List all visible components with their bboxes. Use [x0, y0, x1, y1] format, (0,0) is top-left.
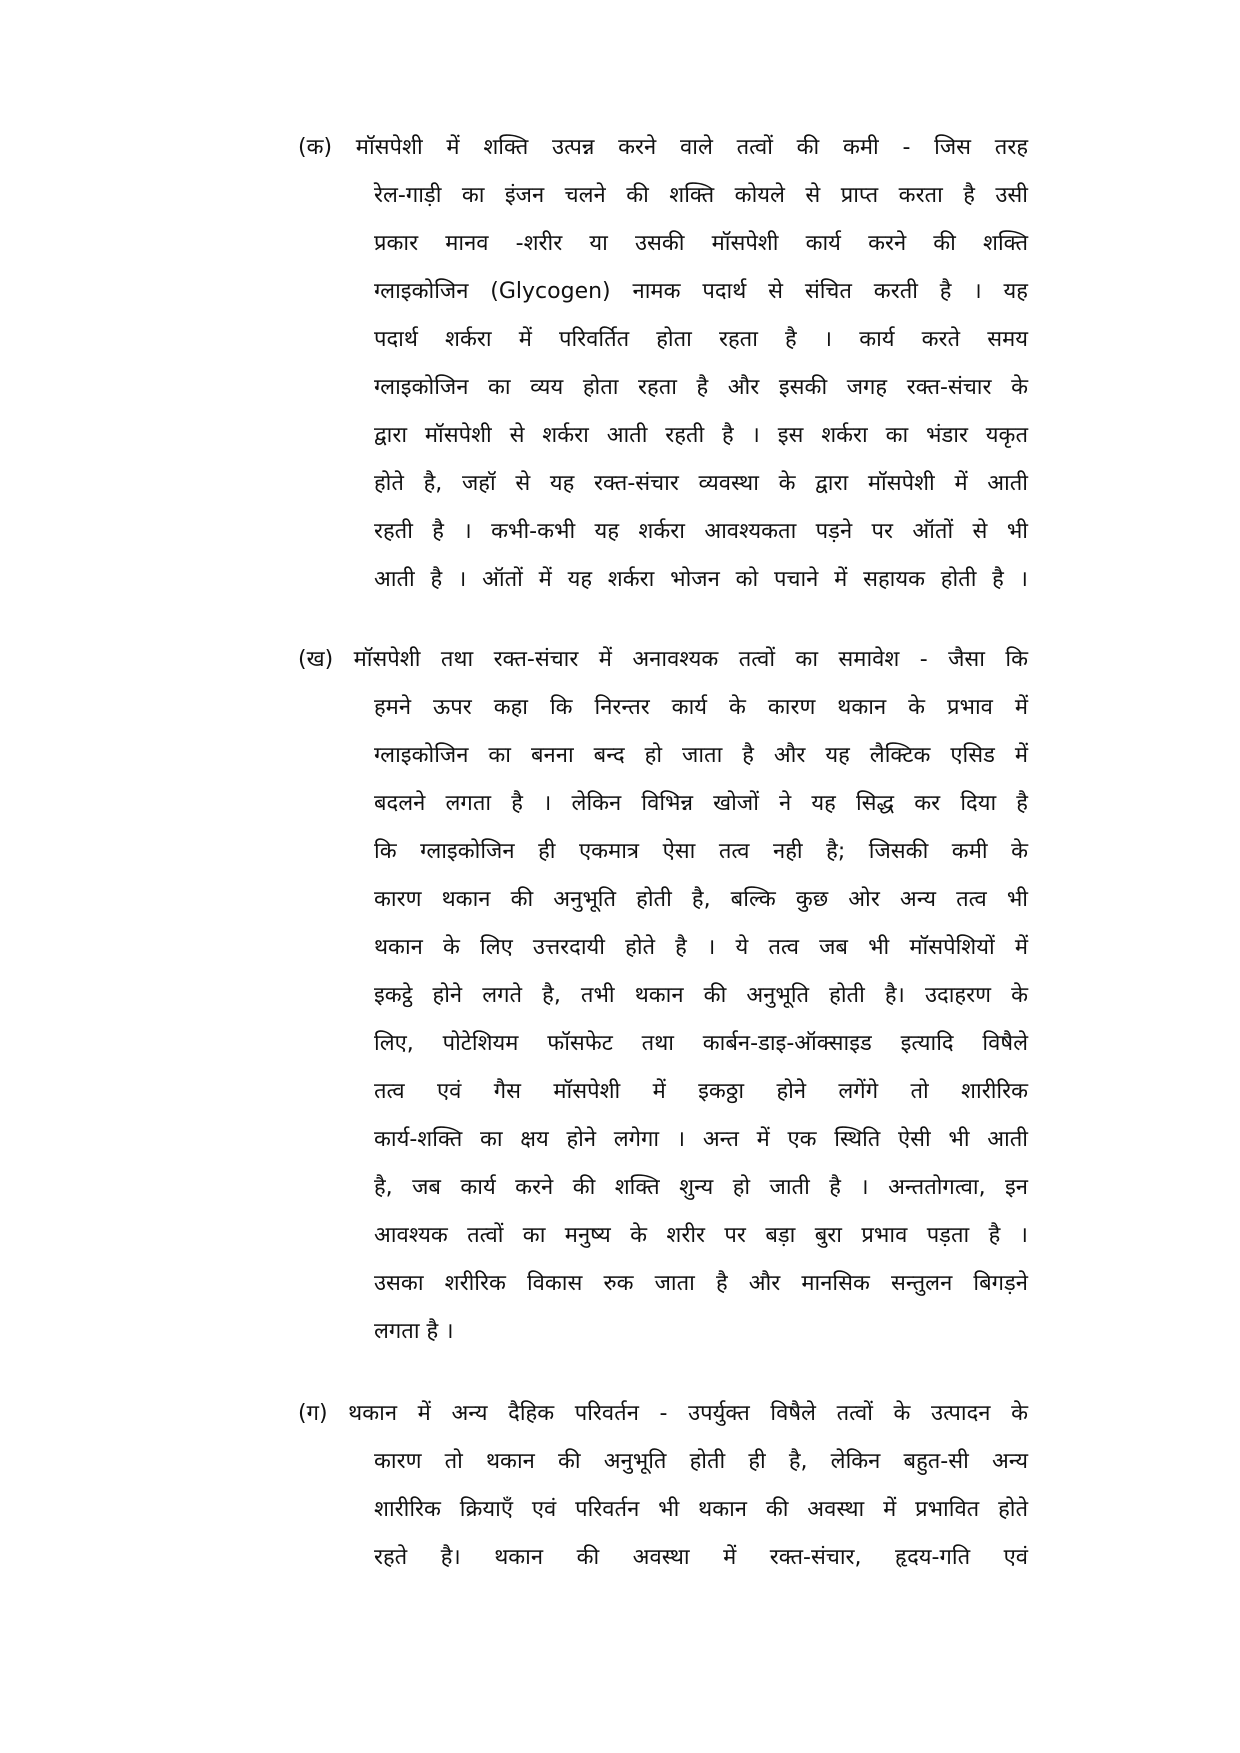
section-ka-line: रहती है । कभी-कभी यह शर्करा आवश्यकता पड़ने पर ऑतों से भी	[374, 519, 1028, 544]
section-kha-line: इकट्ठे होने लगते है, तभी थकान की अनुभूति होती है। उदाहरण के	[374, 983, 1028, 1008]
section-kha-line: लिए, पोटेशियम फॉसफेट तथा कार्बन-डाइ-ऑक्साइड इत्यादि विषैले	[374, 1031, 1028, 1056]
section-ga-line: कारण तो थकान की अनुभूति होती ही है, लेकिन बहुत-सी अन्य	[374, 1449, 1028, 1474]
section-ka-line: होते है, जहॉ से यह रक्त-संचार व्यवस्था के द्वारा मॉसपेशी में आती	[374, 471, 1028, 496]
section-ga-line: शारीरिक क्रियाएँ एवं परिवर्तन भी थकान की अवस्था में प्रभावित होते	[374, 1497, 1028, 1522]
section-ka-line: द्वारा मॉसपेशी से शर्करा आती रहती है । इस शर्करा का भंडार यकृत	[374, 423, 1028, 448]
section-kha-line: हमने ऊपर कहा कि निरन्तर कार्य के कारण थकान के प्रभाव में	[374, 695, 1028, 720]
section-ga	[298, 1390, 1028, 1582]
section-ka-line: ग्लाइकोजिन का व्यय होता रहता है और इसकी जगह रक्त-संचार के	[374, 375, 1028, 400]
section-kha-line: है, जब कार्य करने की शक्ति शुन्य हो जाती है । अन्ततोगत्वा, इन	[374, 1175, 1028, 1200]
section-kha-last-line: लगता है ।	[374, 1319, 454, 1344]
section-kha	[298, 636, 1028, 1356]
section-kha-line: आवश्यक तत्वों का मनुष्य के शरीर पर बड़ा बुरा प्रभाव पड़ता है ।	[374, 1223, 1028, 1248]
section-kha-line: ग्लाइकोजिन का बनना बन्द हो जाता है और यह लैक्टिक एसिड में	[374, 743, 1028, 768]
section-kha-line: तत्व एवं गैस मॉसपेशी में इकठ्ठा होने लगेंगे तो शारीरिक	[374, 1079, 1028, 1104]
section-ga-line: रहते है। थकान की अवस्था में रक्त-संचार, हृदय-गति एवं	[374, 1545, 1028, 1570]
section-ka-line: प्रकार मानव -शरीर या उसकी मॉसपेशी कार्य करने की शक्ति	[374, 231, 1028, 256]
section-kha-line: कि ग्लाइकोजिन ही एकमात्र ऐसा तत्व नही है; जिसकी कमी के	[374, 839, 1028, 864]
section-kha-line: थकान के लिए उत्तरदायी होते है । ये तत्व जब भी मॉसपेशियों में	[374, 935, 1028, 960]
section-kha-line: उसका शरीरिक विकास रुक जाता है और मानसिक सन्तुलन बिगड़ने	[374, 1271, 1028, 1296]
section-ka-line: रेल-गाड़ी का इंजन चलने की शक्ति कोयले से प्राप्त करता है उसी	[374, 183, 1028, 208]
section-ka-heading-line: (क) मॉसपेशी में शक्ति उत्पन्न करने वाले तत्वों की कमी - जिस तरह	[298, 135, 1028, 160]
section-ka-line: आती है । ऑतों में यह शर्करा भोजन को पचाने में सहायक होती है ।	[374, 567, 1028, 592]
section-ga-heading-line: (ग) थकान में अन्य दैहिक परिवर्तन - उपर्युक्त विषैले तत्वों के उत्पादन के	[298, 1401, 1028, 1426]
section-kha-heading-line: (ख) मॉसपेशी तथा रक्त-संचार में अनावश्यक तत्वों का समावेश - जैसा कि	[298, 647, 1028, 672]
section-ka	[298, 124, 1028, 604]
section-kha-line: कार्य-शक्ति का क्षय होने लगेगा । अन्त में एक स्थिति ऐसी भी आती	[374, 1127, 1028, 1152]
section-ka-line: ग्लाइकोजिन (Glycogen) नामक पदार्थ से संचित करती है । यह	[374, 279, 1028, 304]
section-kha-line: कारण थकान की अनुभूति होती है, बल्कि कुछ ओर अन्य तत्व भी	[374, 887, 1028, 912]
section-kha-line: बदलने लगता है । लेकिन विभिन्न खोजों ने यह सिद्ध कर दिया है	[374, 791, 1028, 816]
section-ka-line: पदार्थ शर्करा में परिवर्तित होता रहता है । कार्य करते समय	[374, 327, 1028, 352]
